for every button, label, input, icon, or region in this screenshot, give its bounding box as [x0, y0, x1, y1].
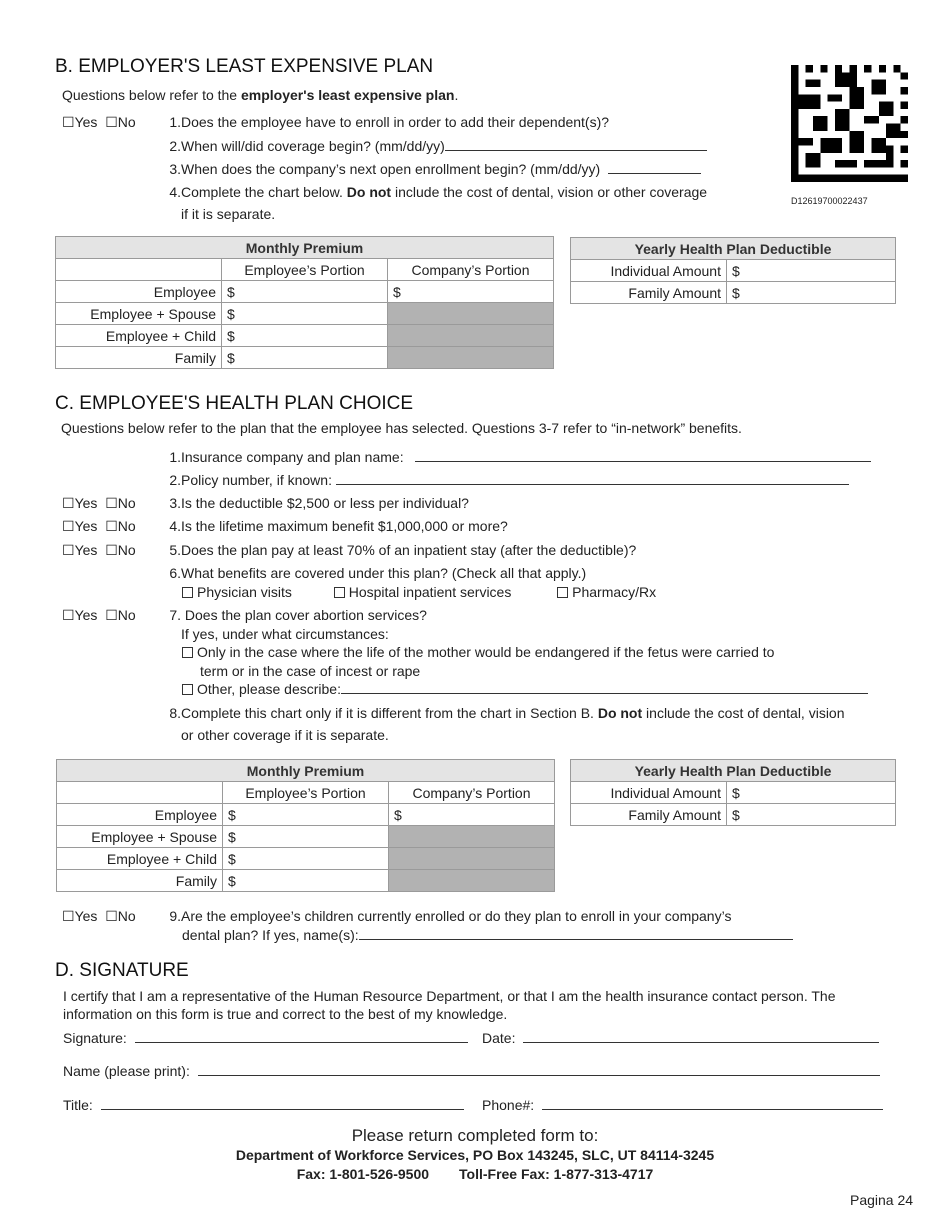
table-row: Employee $ $	[56, 281, 554, 303]
return-address: Department of Workforce Services, PO Box 143245, SLC, UT 84114-3245	[235, 1147, 715, 1163]
c-q5-yesno	[62, 542, 136, 559]
c-q9-line2: dental plan? If yes, name(s):	[182, 927, 793, 943]
phone-row: Phone#:	[482, 1097, 883, 1113]
individual-amount-input[interactable]: $	[727, 260, 896, 282]
c-q5-no-checkbox[interactable]: ☐No	[105, 542, 136, 558]
table-row: Employee $ $	[57, 804, 555, 826]
section-d-heading: D. SIGNATURE	[55, 960, 189, 981]
b-deductible-table	[570, 237, 896, 304]
title-field[interactable]	[101, 1097, 464, 1110]
employee-portion-input[interactable]: $	[223, 826, 389, 848]
table-row: Family $	[57, 870, 555, 892]
pharmacy-option[interactable]: Pharmacy/Rx	[557, 584, 656, 600]
checkbox-icon	[557, 587, 568, 598]
c-q8: 8.Complete this chart only if it is different from the chart in Section B. Do not include the cost of dental, vision	[169, 705, 845, 721]
employee-portion-input[interactable]: $	[222, 325, 388, 347]
table-row: Family Amount $	[571, 282, 896, 304]
c-q7-option1-line2: term or in the case of incest or rape	[200, 663, 421, 679]
col-company-portion: Company’s Portion	[388, 259, 554, 281]
family-amount-input[interactable]: $	[727, 282, 896, 304]
checkbox-icon	[182, 684, 193, 695]
premium-title: Monthly Premium	[57, 760, 555, 782]
b-q4-line2: if it is separate.	[181, 206, 276, 222]
c-q9-yes-checkbox[interactable]: ☐Yes	[62, 908, 98, 924]
dental-names-field[interactable]	[359, 927, 793, 940]
c-q4-yes-checkbox[interactable]: ☐Yes	[62, 518, 98, 534]
b-q3: 3.When does the company’s next open enrollment begin? (mm/dd/yy)	[166, 161, 701, 177]
policy-number-field[interactable]	[336, 472, 849, 485]
table-row: Individual Amount $	[571, 260, 896, 282]
c-q7-yes-checkbox[interactable]: ☐Yes	[62, 607, 98, 623]
name-row: Name (please print):	[63, 1063, 880, 1079]
certify-line1: I certify that I am a representative of the Human Resource Department, or that I am the health insurance contact person. The	[63, 988, 836, 1004]
c-q5-yes-checkbox[interactable]: ☐Yes	[62, 542, 98, 558]
c-q3-yesno	[62, 495, 136, 512]
c-q6-options	[182, 584, 656, 600]
table-row: Individual Amount $	[571, 782, 896, 804]
section-c-heading: C. EMPLOYEE'S HEALTH PLAN CHOICE	[55, 393, 414, 414]
b-q1: 1.Does the employee have to enroll in order to add their dependent(s)?	[169, 114, 610, 130]
c-q7-yesno	[62, 607, 136, 624]
c-q1: 1.Insurance company and plan name:	[166, 449, 871, 465]
c-q3-yes-checkbox[interactable]: ☐Yes	[62, 495, 98, 511]
physician-visits-option[interactable]: Physician visits	[182, 584, 292, 600]
section-b-intro: Questions below refer to the employer's least expensive plan.	[62, 87, 459, 103]
c-q7-no-checkbox[interactable]: ☐No	[105, 607, 136, 623]
employee-portion-input[interactable]: $	[223, 848, 389, 870]
checkbox-icon	[182, 587, 193, 598]
b-premium-table	[55, 236, 554, 369]
c-q7-option1[interactable]: Only in the case where the life of the mother would be endangered if the fetus were carried to	[182, 644, 774, 660]
insurance-company-field[interactable]	[415, 449, 871, 462]
b-q1-yesno	[62, 114, 136, 131]
title-row: Title:	[63, 1097, 464, 1113]
c-q3: 3.Is the deductible $2,500 or less per individual?	[169, 495, 469, 511]
c-q2: 2.Policy number, if known:	[166, 472, 849, 488]
phone-field[interactable]	[542, 1097, 883, 1110]
c-q3-no-checkbox[interactable]: ☐No	[105, 495, 136, 511]
c-q4: 4.Is the lifetime maximum benefit $1,000,000 or more?	[169, 518, 508, 534]
col-employee-portion: Employee’s Portion	[222, 259, 388, 281]
barcode-id: D12619700022437	[791, 196, 868, 206]
c-deductible-table	[570, 759, 896, 826]
employee-portion-input[interactable]: $	[222, 347, 388, 369]
c-q7: 7. Does the plan cover abortion services?	[169, 607, 427, 623]
c-q6: 6.What benefits are covered under this plan? (Check all that apply.)	[169, 565, 587, 581]
table-row: Employee + Child $	[56, 325, 554, 347]
page-number: Pagina 24	[850, 1192, 914, 1208]
company-portion-input[interactable]: $	[389, 804, 555, 826]
checkbox-icon	[182, 647, 193, 658]
b-q2: 2.When will/did coverage begin? (mm/dd/yy)	[166, 138, 707, 154]
col-company-portion: Company’s Portion	[389, 782, 555, 804]
table-row: Employee + Spouse $	[57, 826, 555, 848]
datamatrix-barcode	[791, 65, 908, 182]
table-row: Employee + Child $	[57, 848, 555, 870]
signature-field[interactable]	[135, 1030, 468, 1043]
c-q5: 5.Does the plan pay at least 70% of an inpatient stay (after the deductible)?	[169, 542, 637, 558]
table-row: Family $	[56, 347, 554, 369]
date-field[interactable]	[523, 1030, 879, 1043]
employee-portion-input[interactable]: $	[223, 804, 389, 826]
c-q9-yesno	[62, 908, 136, 925]
signature-row: Signature:	[63, 1030, 468, 1046]
name-field[interactable]	[198, 1063, 880, 1076]
certify-line2: information on this form is true and correct to the best of my knowledge.	[63, 1006, 508, 1022]
section-b-heading: B. EMPLOYER'S LEAST EXPENSIVE PLAN	[55, 56, 434, 77]
b-q1-yes-checkbox[interactable]: ☐Yes	[62, 114, 98, 130]
individual-amount-input[interactable]: $	[727, 782, 896, 804]
b-q4: 4.Complete the chart below. Do not include the cost of dental, vision or other coverage	[169, 184, 708, 200]
c-q4-no-checkbox[interactable]: ☐No	[105, 518, 136, 534]
c-q8-line2: or other coverage if it is separate.	[181, 727, 389, 743]
table-row: Family Amount $	[571, 804, 896, 826]
employee-portion-input[interactable]: $	[222, 303, 388, 325]
employee-portion-input[interactable]: $	[223, 870, 389, 892]
col-employee-portion: Employee’s Portion	[223, 782, 389, 804]
c-q7-sub: If yes, under what circumstances:	[181, 626, 389, 642]
c-q9: 9.Are the employee’s children currently enrolled or do they plan to enroll in your company’s	[169, 908, 732, 924]
b-q1-no-checkbox[interactable]: ☐No	[105, 114, 136, 130]
checkbox-icon	[334, 587, 345, 598]
b-q3-date-field[interactable]	[608, 161, 701, 174]
premium-title: Monthly Premium	[56, 237, 554, 259]
employee-portion-input[interactable]: $	[222, 281, 388, 303]
family-amount-input[interactable]: $	[727, 804, 896, 826]
c-q4-yesno	[62, 518, 136, 535]
deductible-title: Yearly Health Plan Deductible	[571, 238, 896, 260]
c-premium-table	[56, 759, 555, 892]
return-title: Please return completed form to:	[351, 1126, 599, 1145]
company-portion-input[interactable]: $	[388, 281, 554, 303]
date-row: Date:	[482, 1030, 879, 1046]
other-describe-field[interactable]	[341, 681, 868, 694]
c-q9-no-checkbox[interactable]: ☐No	[105, 908, 136, 924]
table-row: Employee + Spouse $	[56, 303, 554, 325]
b-q2-date-field[interactable]	[445, 138, 707, 151]
hospital-inpatient-option[interactable]: Hospital inpatient services	[334, 584, 512, 600]
section-c-intro: Questions below refer to the plan that the employee has selected. Questions 3-7 refer to “in-network” benefits.	[61, 420, 742, 436]
deductible-title: Yearly Health Plan Deductible	[571, 760, 896, 782]
c-q7-option2[interactable]: Other, please describe:	[182, 681, 868, 697]
fax-line: Fax: 1-801-526-9500 Toll-Free Fax: 1-877-313-4717	[296, 1166, 654, 1182]
